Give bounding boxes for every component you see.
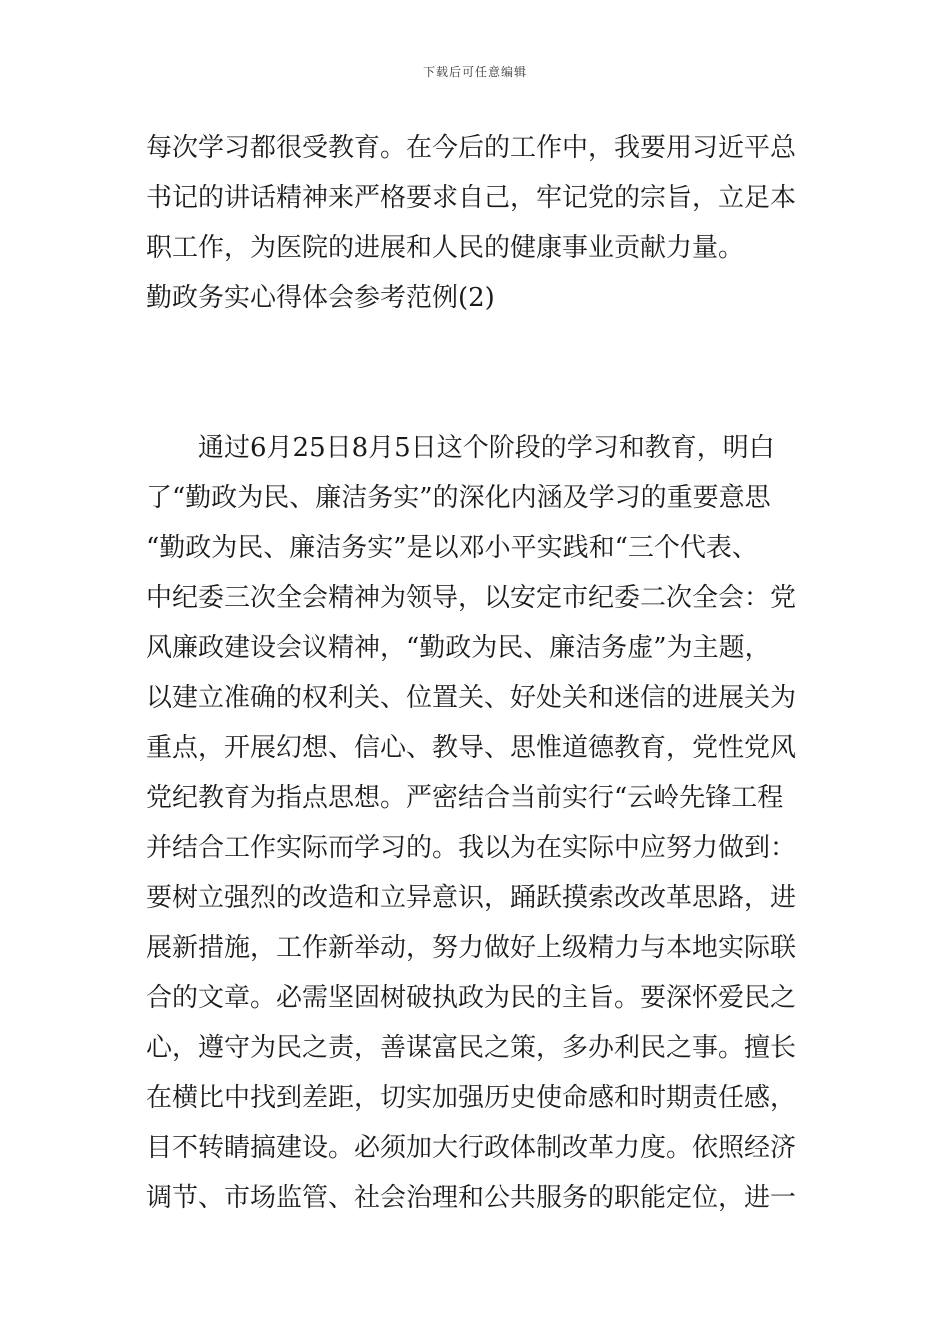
paragraph-line: 通过6月25日8月5日这个阶段的学习和教育，明白: [198, 433, 775, 463]
paragraph-line: 目不转睛搞建设。必须加大行政体制改革力度。依照经济: [146, 1133, 797, 1163]
paragraph-line: 书记的讲话精神来严格要求自己，牢记党的宗旨，立足本: [146, 183, 797, 213]
paragraph-line: 心，遵守为民之责，善谋富民之策，多办利民之事。擅长: [146, 1033, 797, 1063]
paragraph-line: 职工作，为医院的进展和人民的健康事业贡献力量。: [146, 233, 745, 263]
paragraph-line: 风廉政建设会议精神，“勤政为民、廉洁务虚”为主题，: [146, 633, 771, 663]
paragraph-line: 合的文章。必需坚固树破执政为民的主旨。要深怀爱民之: [146, 983, 797, 1013]
paragraph-line: 调节、市场监管、社会治理和公共服务的职能定位，进一: [146, 1183, 797, 1213]
section-title: 勤政务实心得体会参考范例(2): [146, 283, 495, 313]
paragraph-line: 每次学习都很受教育。在今后的工作中，我要用习近平总: [146, 133, 797, 163]
paragraph-line: 重点，开展幻想、信心、教导、思惟道德教育，党性党风: [146, 733, 797, 763]
paragraph-line: 党纪教育为指点思想。严密结合当前实行“云岭先锋工程: [146, 783, 784, 813]
paragraph-line: 以建立准确的权利关、位置关、好处关和迷信的进展关为: [146, 683, 797, 713]
page-header: 下载后可任意编辑: [422, 65, 527, 79]
paragraph-line: 了“勤政为民、廉洁务实”的深化内涵及学习的重要意思: [146, 483, 771, 513]
paragraph-line: “勤政为民、廉洁务实”是以邓小平实践和“三个代表、: [146, 533, 758, 563]
paragraph-line: 中纪委三次全会精神为领导，以安定市纪委二次全会：党: [146, 583, 797, 613]
paragraph-line: 展新措施，工作新举动，努力做好上级精力与本地实际联: [146, 933, 797, 963]
paragraph-line: 在横比中找到差距，切实加强历史使命感和时期责任感，: [146, 1083, 797, 1113]
paragraph-line: 要树立强烈的改造和立异意识，踊跃摸索改改革思路，进: [146, 883, 797, 913]
paragraph-line: 并结合工作实际而学习的。我以为在实际中应努力做到：: [146, 833, 797, 863]
